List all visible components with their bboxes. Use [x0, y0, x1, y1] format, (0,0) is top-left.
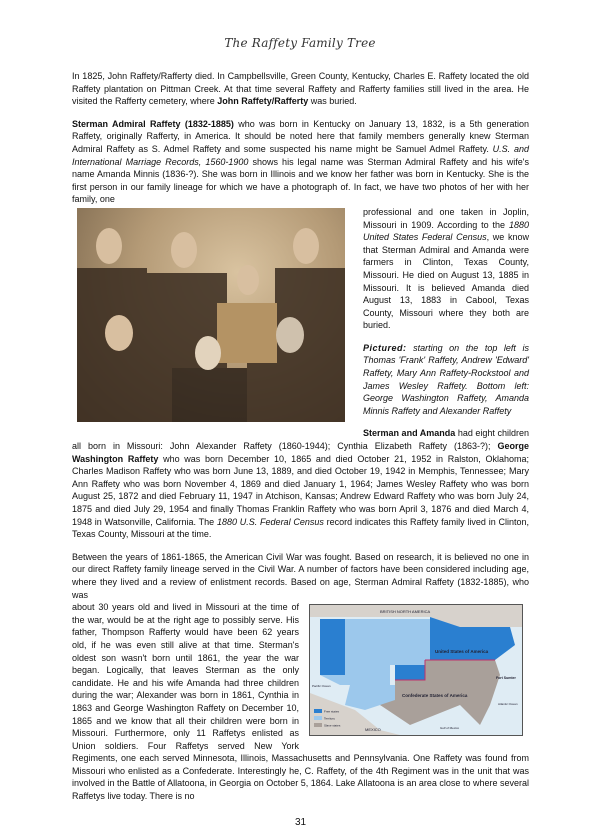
italic-source: U.S. and International Marriage Records, 1560-1900 — [72, 143, 529, 167]
text: who was born in Kentucky on January 13, 1832, is a 5th generation Raffety, originally Rafferty, in America. It should be noted here that family members generally knew Sterman Admiral Raffety as S. Admel Raffety and some suspected his name might be Samuel Admel Raffety. — [72, 118, 529, 154]
map-label-gulf: Gulf of Mexico — [440, 726, 460, 731]
text: shows his legal name was Sterman Admiral Raffety and his wife's name Amanda Minnis (1836-?). She was born in Illinois and we know her father was born in Kentucky. She is the first person in our family lineage for which we have a photograph of. In fact, we have two photos of her with her family, one — [72, 156, 530, 205]
map-label-north: BRITISH NORTH AMERICA — [380, 609, 431, 615]
text: Interestingly he, C. Raffety, of the 4th Regiment was in the unit that was involved in the Battle of Allatoona, in Georgia on October 5, 1864. Lake Allatoona is an area close to where several Raffetys live today. There is no — [72, 765, 529, 802]
text: was buried. — [308, 96, 357, 107]
text: about 30 years old and lived in Missouri at the time of the war, would be at the right age to possibly serve. His father, Thompson Rafferty would have been 62 years old, if he was even still alive at that time. Sterman's oldest son wasn't born until 1861, the year the war began. Logically, that leaves Sterman as the only candidate. He and his wife Amanda had three children during the war; Alexander was born in 1861, Cynthia in 1863 and George Washington Raffety on December 10, 1865 and we know that all their children were born in Missouri. Furthermore, only 11 Raffetys enlisted as Union soldiers. Four Raffetys served New York Regiments, one each served Minnesota, Illinois, Massachusetts and Pennsylvania. One Raffety was found from Missouri who enlisted as a Confederate. — [72, 602, 529, 776]
caption-label: Pictured: — [363, 342, 407, 353]
civil-war-map — [309, 604, 523, 736]
bold-name: Sterman and Amanda — [363, 428, 456, 439]
page-header-title: The Raffety Family Tree — [224, 36, 376, 50]
legend-territory: Territory — [324, 716, 335, 721]
text: record indicates this Raffety family lived in Clinton, Texas County, Missouri at the time. — [72, 516, 529, 540]
map-label-csa: Confederate States of America — [402, 693, 468, 699]
paragraph-sterman-intro — [72, 118, 529, 206]
bold-name: George Washington Raffety — [72, 441, 530, 464]
paragraph-children — [72, 427, 529, 540]
italic-source: 1880 U.S. Federal Census — [216, 516, 324, 527]
legend-slave: Slave states — [324, 723, 341, 728]
page-body — [72, 70, 529, 828]
text: In 1825, John Raffety/Rafferty died. In Campbellsville, Green County, Kentucky, Charles E. Raffety located the old Raffety plantation on Pittman Creek. At that time several Raffety and Rafferty families still lived in the area. He visited the Rafferty cemetery, where — [72, 71, 529, 107]
page-number: 31 — [294, 816, 307, 828]
family-photo — [77, 208, 345, 422]
text: had eight children all born in Missouri: John — [72, 428, 529, 452]
paragraph-civil-war — [72, 551, 529, 601]
text: Alexander Raffety (1860-1944); Cynthia Elizabeth Raffety (1863-?); — [195, 441, 498, 452]
text: professional and one taken in Joplin, Missouri in 1909. According to the — [363, 206, 529, 230]
bold-name: Sterman Admiral Raffety (1832-1885) — [72, 118, 234, 129]
paragraph-john-raffety — [72, 70, 529, 108]
italic-source: 1880 United States Federal Census — [363, 219, 529, 243]
bold-name: John Raffety/Rafferty — [217, 96, 309, 107]
legend-free: Free states — [324, 709, 340, 714]
text: who was born December 10, 1865 and died October 21, 1952 in Ralston, Oklahoma; Charles Madison Raffety who was born June 13, 1889, and died October 19, 1942 in Memphis, Tennessee; Mary Ann Raffety who was born November 4, 1869 and died January 1, 1964; James Wesley Raffety who was born August 25, 1872 and died February 11, 1947 in Atchison, Kansas; Andrew Edward Raffety who was born July 24, 1875 and died July 29, 1954 and finally Thomas Franklin Raffety who was born April 3, 1876 and died March 4, 1948 in Watsonville, California. The — [72, 453, 529, 527]
text: Between the years of 1861-1865, the American Civil War was fought. Based on research, it is believed no one in our direct Raffety family lineage served in the Civil War. A number of factors have been considered including age, where they lived and a review of enlistment records. Based on age, Sterman Admiral Raffety (1832-1885), who was — [72, 551, 529, 600]
map-label-fort-sumter: Fort Sumter — [496, 676, 516, 681]
map-label-pacific: Pacific Ocean — [312, 684, 331, 689]
map-label-atlantic: Atlantic Ocean — [498, 702, 518, 707]
map-label-usa: United States of America — [435, 649, 489, 655]
caption-text: starting on the top left is Thomas 'Frank' Raffety, Andrew 'Edward' Raffety, Mary Ann Raffety-Rockstool and James Wesley Raffety. Bottom left: George Washington Raffety, Amanda Minnis Raffety and Alexander Raffety — [363, 342, 529, 416]
map-label-south: MEXICO — [365, 727, 381, 733]
text: , we know that Sterman Admiral and Amanda were farmers in Clinton, Texas County, Missouri. He died on August 13, 1885 in Missouri. It is believed Amanda died August 13, 1883 in Cabool, Texas County, Missouri where they both are buried. — [363, 232, 529, 331]
